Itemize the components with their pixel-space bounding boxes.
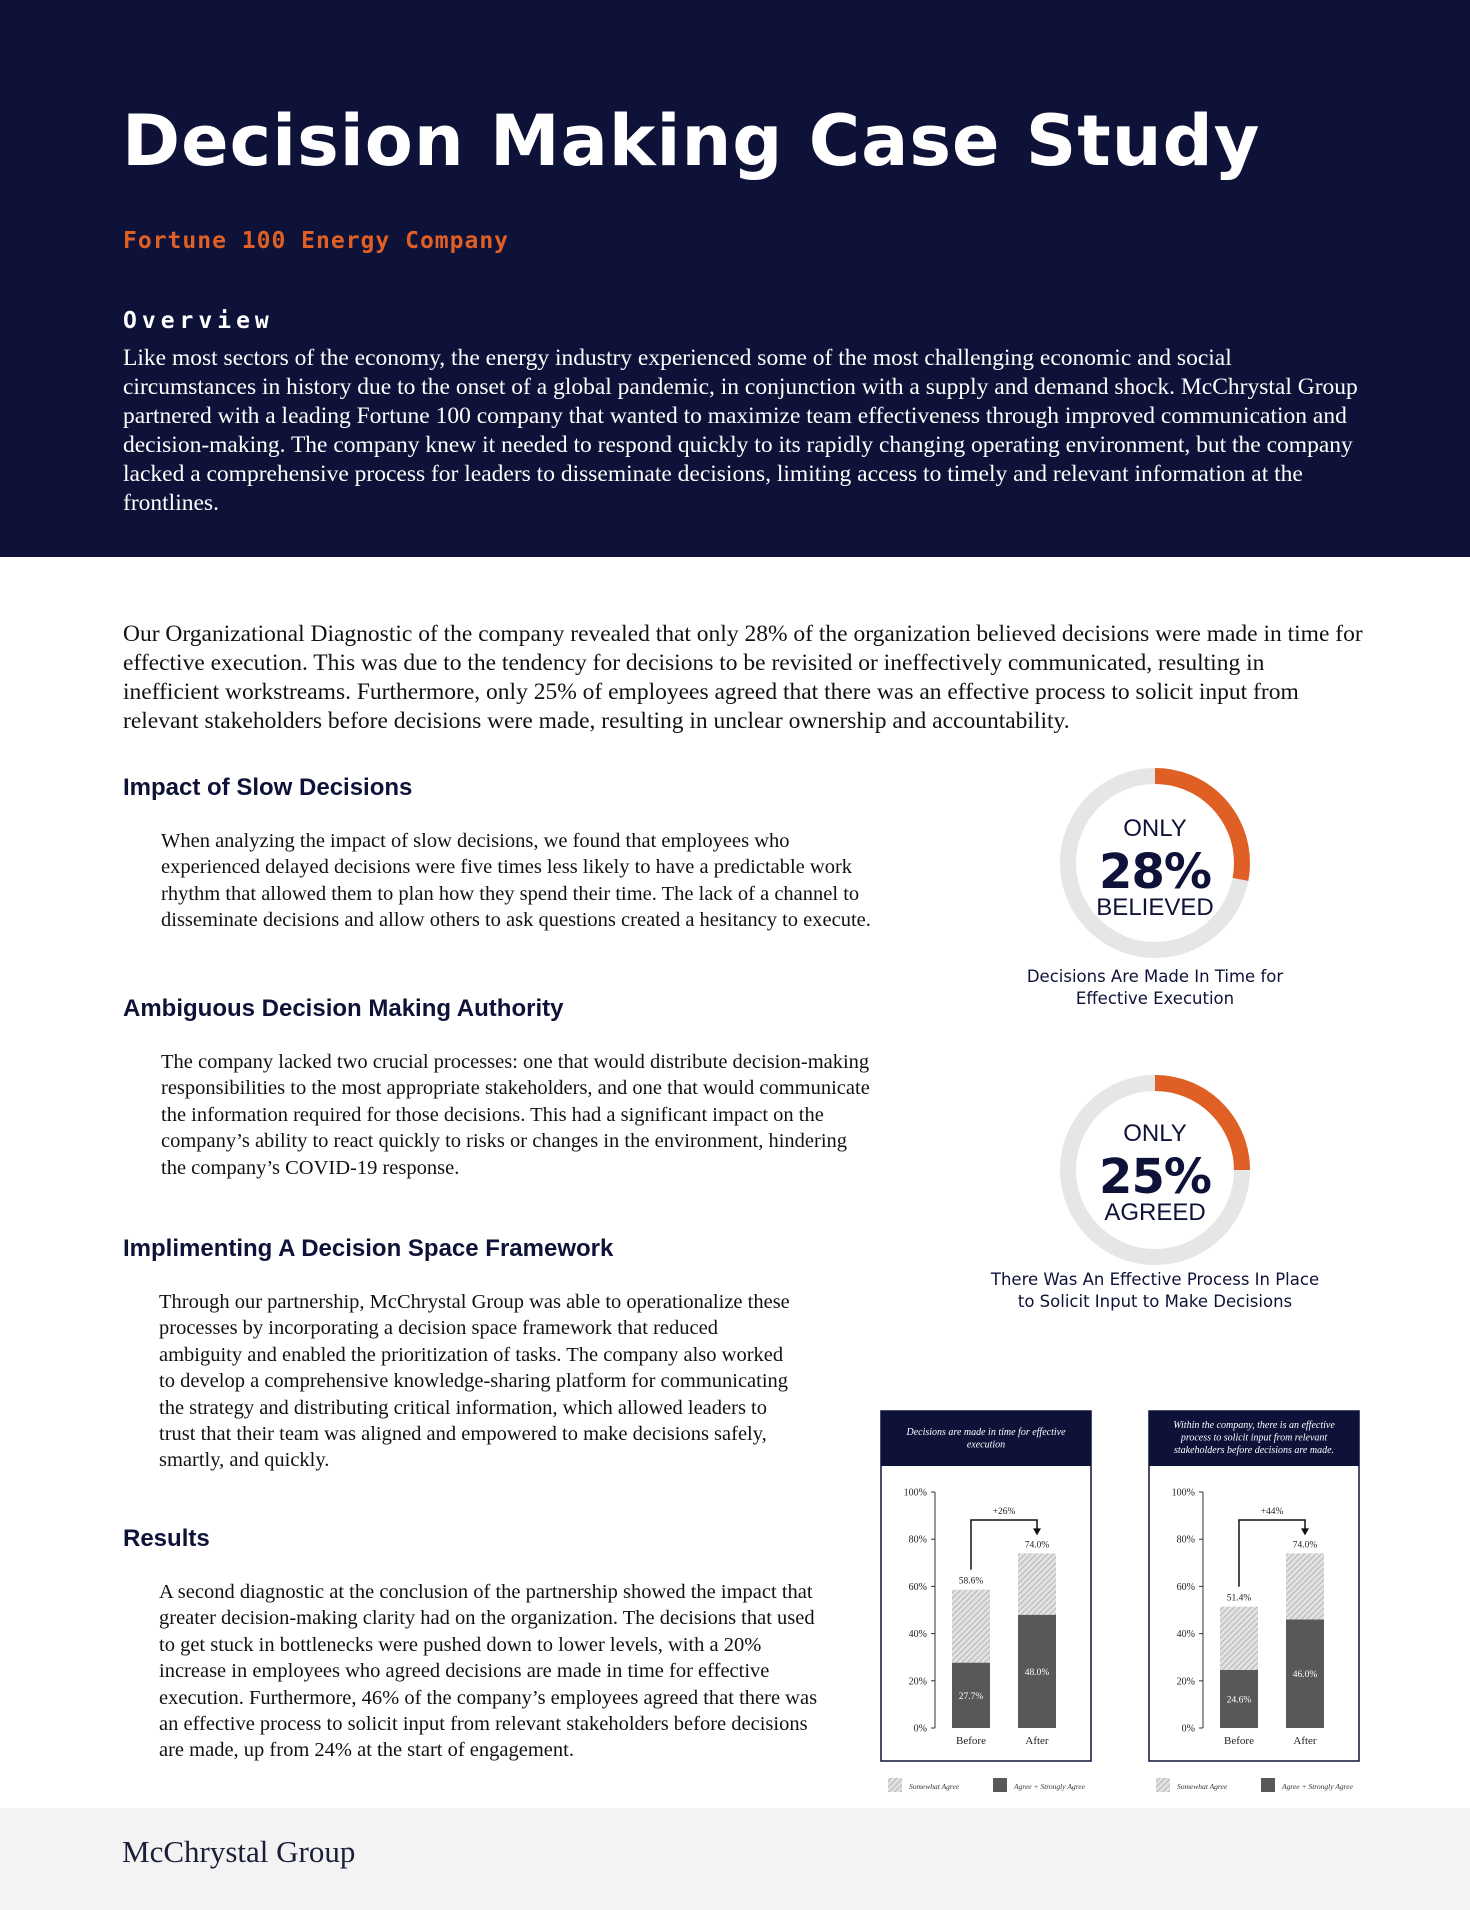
y-tick-label: 100% xyxy=(1171,1487,1195,1499)
y-tick-label: 100% xyxy=(903,1487,927,1499)
y-tick-label: 60% xyxy=(1176,1581,1195,1593)
chart-title-line: execution xyxy=(966,1439,1006,1451)
chart-title-line: Decisions are made in time for effective xyxy=(906,1427,1066,1438)
legend-swatch-somewhat xyxy=(888,1778,902,1792)
chart-title-line: Within the company, there is an effective xyxy=(1173,1420,1335,1431)
page-subtitle: Fortune 100 Energy Company xyxy=(123,228,510,254)
y-tick-label: 80% xyxy=(1176,1534,1195,1546)
bar-chart-svg xyxy=(880,1410,1100,1800)
bar-somewhat-agree xyxy=(1018,1553,1056,1614)
bar-total-label: 74.0% xyxy=(1024,1540,1050,1551)
y-tick-label: 80% xyxy=(908,1534,927,1546)
section-heading-results: Results xyxy=(123,1525,210,1552)
legend-label: Agree + Strongly Agree xyxy=(1014,1782,1085,1791)
intro-paragraph: Our Organizational Diagnostic of the company revealed that only 28% of the organization believed decisions were made in time for effective execution. This was due to the tendency for decisions to be revisited or ineffectively communicated, resulting in inefficient workstreams. Furthermore, only 25% of employees agreed that there was an effective process to solicit input from relevant stakeholders before decisions were made, resulting in unclear ownership and accountability. xyxy=(123,621,1363,734)
chart-title-line: stakeholders before decisions are made. xyxy=(1173,1445,1335,1456)
section-heading-impact: Impact of Slow Decisions xyxy=(123,774,413,801)
x-tick-label: After xyxy=(1025,1735,1049,1747)
donut-only-label: ONLY xyxy=(1123,815,1187,842)
y-tick-label: 0% xyxy=(1181,1723,1195,1735)
y-tick-label: 20% xyxy=(908,1676,927,1688)
section-text-impact: When analyzing the impact of slow decisions, we found that employees who experienced delayed decisions were five times less likely to have a predictable work rhythm that allowed them to plan how they spend their time. The lack of a channel to disseminate decisions and allow others to ask questions created a hesitancy to execute. xyxy=(161,830,871,932)
donut-caption-line: Effective Execution xyxy=(1075,989,1235,1008)
legend-label: Agree + Strongly Agree xyxy=(1282,1782,1353,1791)
donut-percent: 25% xyxy=(1099,1149,1211,1205)
bar-chart-input-process xyxy=(1148,1410,1368,1800)
bar-chart-timeliness xyxy=(880,1410,1100,1800)
footer-logo: McChrystal Group xyxy=(122,1834,356,1869)
y-tick-label: 60% xyxy=(908,1581,927,1593)
page-title: Decision Making Case Study xyxy=(122,100,1261,182)
section-heading-framework: Implimenting A Decision Space Framework xyxy=(123,1235,614,1262)
legend-swatch-somewhat xyxy=(1156,1778,1170,1792)
section-heading-authority: Ambiguous Decision Making Authority xyxy=(123,995,564,1022)
legend-swatch-agree xyxy=(1261,1778,1275,1792)
bar-inner-label: 48.0% xyxy=(1024,1667,1050,1678)
x-tick-label: Before xyxy=(956,1735,986,1747)
y-tick-label: 0% xyxy=(913,1723,927,1735)
chart-title-line: process to solicit input from relevant xyxy=(1180,1432,1328,1444)
donut-caption-line: to Solicit Input to Make Decisions xyxy=(1017,1292,1293,1311)
chart-title-box xyxy=(881,1411,1091,1466)
donut-caption-agreed xyxy=(955,1269,1355,1313)
legend-swatch-agree xyxy=(993,1778,1007,1792)
bar-somewhat-agree xyxy=(952,1590,990,1663)
overview-text: Like most sectors of the economy, the energy industry experienced some of the most challenging economic and social circumstances in history due to the onset of a global pandemic, in conjunction with a supply and demand shock. McChrystal Group partnered with a leading Fortune 100 company that wanted to maximize team effectiveness through improved communication and decision-making. The company knew it needed to respond quickly to its rapidly changing operating environment, but the company lacked a comprehensive process for leaders to disseminate decisions, limiting access to timely and relevant information at the frontlines. xyxy=(123,345,1358,516)
bar-chart-svg xyxy=(1148,1410,1368,1800)
header-banner xyxy=(0,0,1470,557)
bar-total-label: 74.0% xyxy=(1292,1540,1318,1551)
change-label: +26% xyxy=(992,1507,1016,1517)
donut-percent: 28% xyxy=(1099,844,1211,900)
donut-caption-believed xyxy=(955,966,1355,1010)
donut-only-label: ONLY xyxy=(1123,1120,1187,1147)
donut-caption-line: Decisions Are Made In Time for xyxy=(1026,967,1284,986)
section-text-results: A second diagnostic at the conclusion of the partnership showed the impact that greater decision-making clarity had on the organization. The decisions that used to get stuck in bottlenecks were pushed down to lower levels, with a 20% increase in employees who agreed decisions are made in time for effective execution. Furthermore, 46% of the company’s employees agreed that there was an effective process to solicit input from relevant stakeholders before decisions are made, up from 24% at the start of engagement. xyxy=(159,1581,818,1762)
bar-inner-label: 46.0% xyxy=(1292,1670,1318,1681)
y-tick-label: 40% xyxy=(908,1629,927,1641)
bar-inner-label: 24.6% xyxy=(1226,1695,1252,1706)
donut-agreed xyxy=(1055,1070,1255,1270)
legend-label: Somewhat Agree xyxy=(1177,1782,1228,1791)
section-text-authority: The company lacked two crucial processes: one that would distribute decision-making responsibilities to the most appropriate stakeholders, and one that would communicate the information required for those decisions. This had a significant impact on the company’s ability to react quickly to risks or changes in the environment, hindering the company’s COVID-19 response. xyxy=(161,1051,870,1179)
y-tick-label: 20% xyxy=(1176,1676,1195,1688)
x-tick-label: Before xyxy=(1224,1735,1254,1747)
section-text-framework: Through our partnership, McChrystal Group was able to operationalize these processes by incorporating a decision space framework that reduced ambiguity and enabled the prioritization of tasks. The company also worked to develop a comprehensive knowledge-sharing platform for communicating the strategy and distributing critical information, which allowed leaders to trust that their team was aligned and empowered to make decisions safely, smartly, and quickly. xyxy=(159,1291,790,1472)
bar-somewhat-agree xyxy=(1220,1607,1258,1670)
bar-total-label: 51.4% xyxy=(1226,1593,1252,1604)
change-label: +44% xyxy=(1260,1507,1284,1517)
donut-caption-line: There Was An Effective Process In Place xyxy=(990,1270,1320,1289)
y-tick-label: 40% xyxy=(1176,1629,1195,1641)
x-tick-label: After xyxy=(1293,1735,1317,1747)
bar-total-label: 58.6% xyxy=(958,1576,984,1587)
legend-label: Somewhat Agree xyxy=(909,1782,960,1791)
bar-inner-label: 27.7% xyxy=(958,1691,984,1702)
donut-word: AGREED xyxy=(1104,1199,1206,1226)
overview-heading: Overview xyxy=(123,308,274,334)
bar-somewhat-agree xyxy=(1286,1553,1324,1619)
donut-believed xyxy=(1055,763,1255,963)
donut-word: BELIEVED xyxy=(1096,894,1214,921)
